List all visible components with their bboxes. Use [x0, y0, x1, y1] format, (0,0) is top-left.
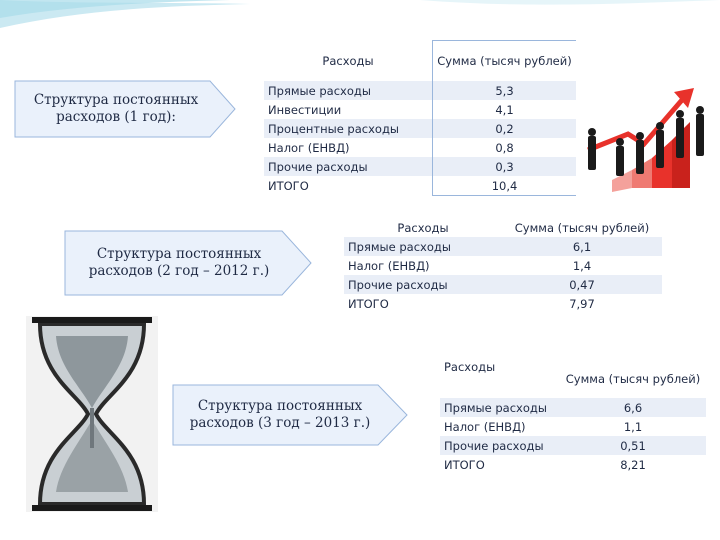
row-value: 0,3	[433, 157, 577, 176]
row-value: 10,4	[433, 176, 577, 196]
cost-table-year3	[440, 360, 706, 474]
row-value: 4,1	[433, 100, 577, 119]
row-value: 0,8	[433, 138, 577, 157]
table-row	[440, 455, 706, 474]
table-row	[264, 157, 576, 176]
table-header-expenses: Расходы	[264, 41, 433, 82]
table-row	[264, 81, 576, 100]
row-label: Прямые расходы	[444, 400, 547, 415]
table-row	[264, 138, 576, 157]
row-value: 6,1	[572, 239, 592, 254]
hourglass-illustration	[26, 316, 158, 512]
year1-label	[18, 82, 214, 136]
row-value: 6,6	[623, 400, 643, 415]
table-row	[344, 294, 662, 313]
row-label: Прочие расходы	[268, 159, 368, 174]
row-label: Прямые расходы	[348, 239, 451, 254]
row-label: Процентные расходы	[268, 121, 399, 136]
row-value: 0,51	[620, 438, 646, 453]
row-value: 1,1	[623, 419, 643, 434]
table-row	[264, 176, 576, 196]
row-label: ИТОГО	[268, 178, 309, 193]
row-label: ИТОГО	[444, 457, 485, 472]
row-label: Налог (ЕНВД)	[268, 140, 350, 155]
table-row	[344, 275, 662, 294]
row-value: 0,2	[433, 119, 577, 138]
cost-table-year1	[264, 40, 576, 196]
row-value: 5,3	[433, 81, 577, 100]
business-growth-illustration	[582, 70, 710, 192]
year1-label-text: Структура постоянных расходов (1 год):	[33, 92, 199, 125]
table-row	[264, 100, 576, 119]
row-label: Прочие расходы	[444, 438, 544, 453]
row-label: Налог (ЕНВД)	[444, 419, 526, 434]
table-header-row	[440, 360, 706, 398]
table-row	[440, 398, 706, 417]
table-row	[344, 237, 662, 256]
table-header-row	[264, 41, 576, 82]
row-value: 0,47	[569, 277, 595, 292]
row-value: 1,4	[572, 258, 592, 273]
table-row	[440, 436, 706, 455]
year2-label	[68, 232, 290, 294]
row-label: Налог (ЕНВД)	[348, 258, 430, 273]
cost-table-year2	[344, 218, 662, 313]
table-row	[264, 119, 576, 138]
table-header-sum: Сумма (тысяч рублей)	[514, 220, 650, 235]
table-row	[440, 417, 706, 436]
row-label: ИТОГО	[348, 296, 389, 311]
table-header-expenses: Расходы	[440, 360, 560, 398]
row-label: Прочие расходы	[348, 277, 448, 292]
row-value: 7,97	[569, 296, 595, 311]
year3-label	[174, 386, 386, 444]
table-row	[344, 256, 662, 275]
row-label: Прямые расходы	[268, 83, 371, 98]
table-header-sum: Сумма (тысяч рублей)	[560, 360, 706, 398]
year2-label-text: Структура постоянных расходов (2 год – 2012 г.)	[88, 246, 270, 279]
year3-label-text: Структура постоянных расходов (3 год – 2013 г.)	[189, 398, 371, 431]
row-value: 8,21	[620, 457, 646, 472]
table-header-row	[344, 218, 662, 237]
table-header-sum: Сумма (тысяч рублей)	[433, 41, 577, 82]
row-label: Инвестиции	[268, 102, 342, 117]
table-header-expenses: Расходы	[397, 220, 449, 235]
